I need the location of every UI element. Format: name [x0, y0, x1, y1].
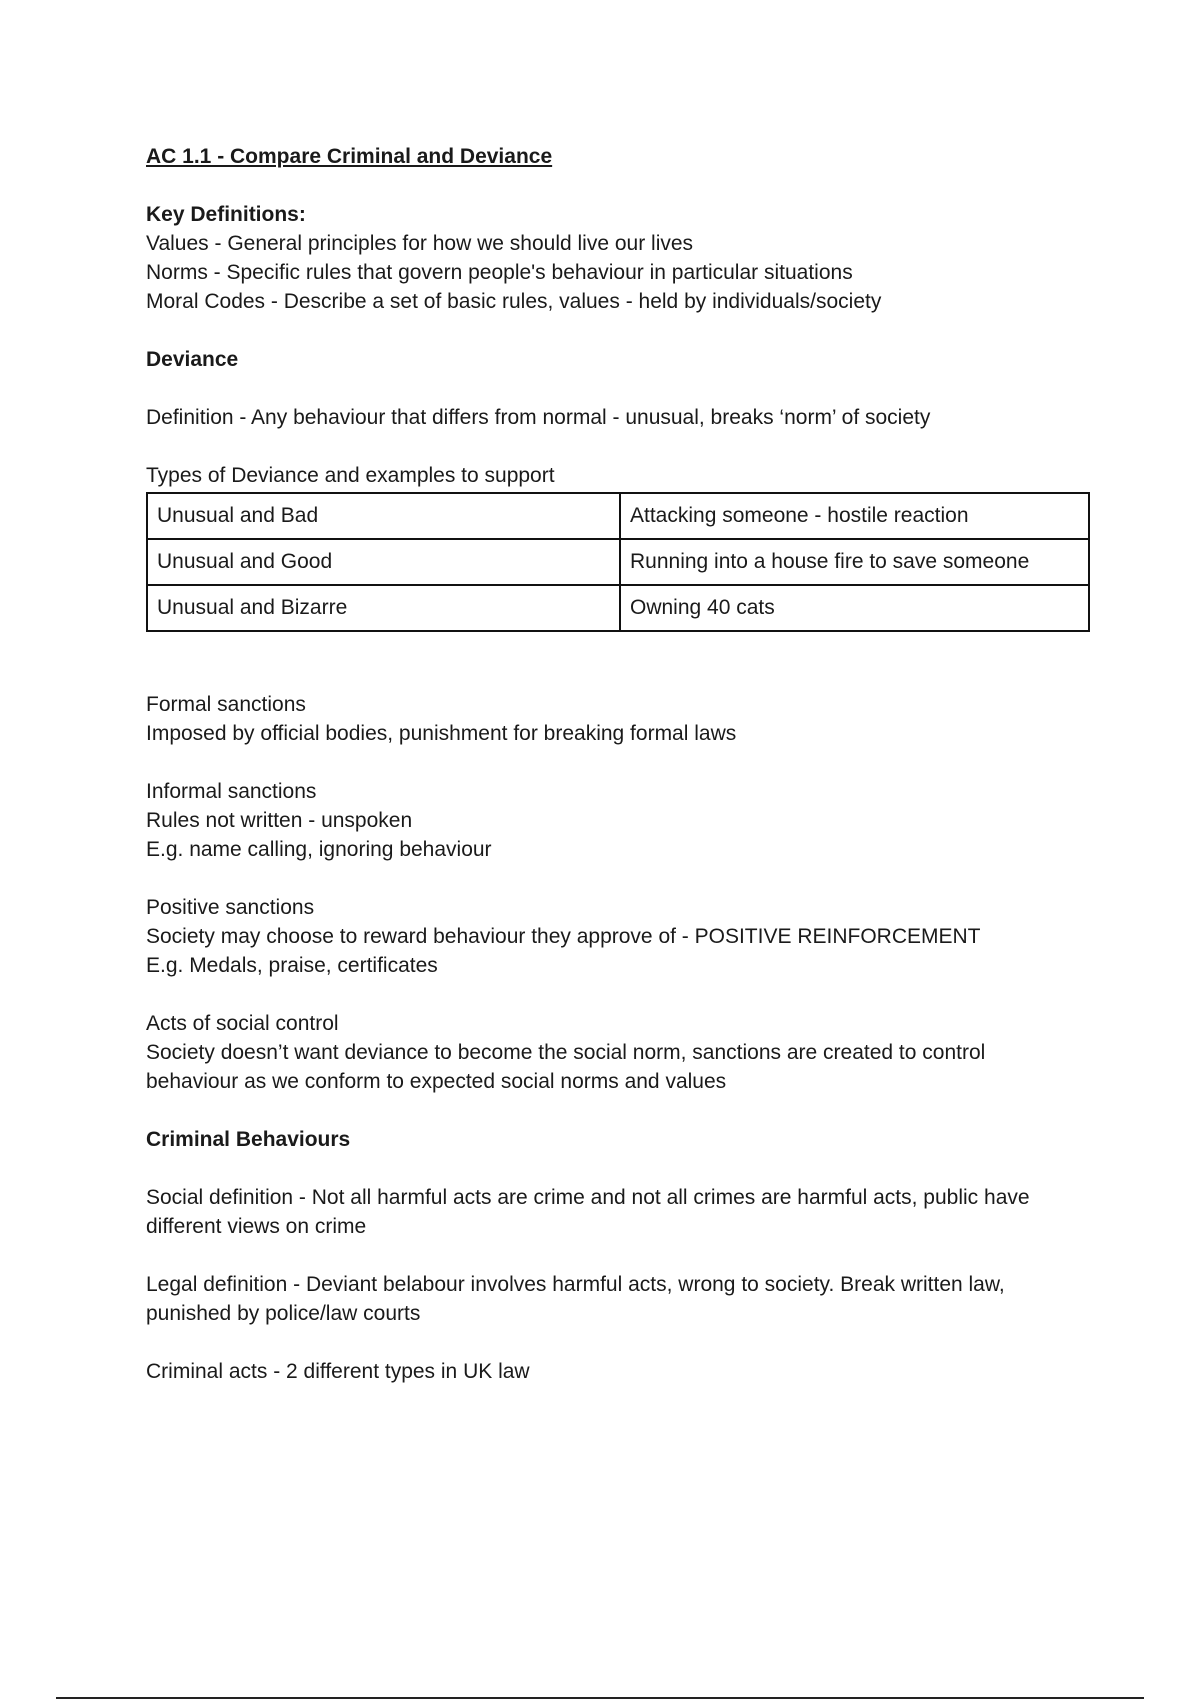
table-cell-example: Attacking someone - hostile reaction — [620, 493, 1089, 539]
deviance-heading: Deviance — [146, 348, 239, 371]
legal-definition-2: punished by police/law courts — [146, 1302, 421, 1325]
footer-divider — [56, 1697, 1144, 1699]
table-cell-type: Unusual and Good — [147, 539, 620, 585]
positive-sanctions-text: Society may choose to reward behaviour they approve of - POSITIVE REINFORCEMENT — [146, 925, 981, 948]
social-definition-2: different views on crime — [146, 1215, 367, 1238]
positive-sanctions-title: Positive sanctions — [146, 896, 315, 919]
key-definitions-heading: Key Definitions: — [146, 203, 306, 226]
social-definition-1: Social definition - Not all harmful acts are crime and not all crimes are harmful acts, public have — [146, 1186, 1030, 1209]
deviance-table-caption: Types of Deviance and examples to support — [146, 464, 555, 487]
table-cell-example: Running into a house fire to save someone — [620, 539, 1089, 585]
informal-sanctions-title: Informal sanctions — [146, 780, 317, 803]
document-page — [146, 142, 1096, 1386]
document-title: AC 1.1 - Compare Criminal and Deviance — [146, 145, 553, 168]
definition-norms: Norms - Specific rules that govern people's behaviour in particular situations — [146, 261, 853, 284]
legal-definition-1: Legal definition - Deviant belabour involves harmful acts, wrong to society. Break written law, — [146, 1273, 1005, 1296]
table-row — [147, 493, 1089, 539]
social-control-text-1: Society doesn’t want deviance to become the social norm, sanctions are created to control — [146, 1041, 986, 1064]
criminal-behaviours-heading: Criminal Behaviours — [146, 1128, 351, 1151]
table-row — [147, 585, 1089, 631]
deviance-types-table — [146, 492, 1090, 632]
table-cell-type: Unusual and Bad — [147, 493, 620, 539]
positive-sanctions-example: E.g. Medals, praise, certificates — [146, 954, 438, 977]
informal-sanctions-example: E.g. name calling, ignoring behaviour — [146, 838, 492, 861]
deviance-definition: Definition - Any behaviour that differs from normal - unusual, breaks ‘norm’ of society — [146, 406, 931, 429]
social-control-text-2: behaviour as we conform to expected social norms and values — [146, 1070, 727, 1093]
social-control-title: Acts of social control — [146, 1012, 339, 1035]
formal-sanctions-title: Formal sanctions — [146, 693, 306, 716]
formal-sanctions-text: Imposed by official bodies, punishment for breaking formal laws — [146, 722, 737, 745]
table-row — [147, 539, 1089, 585]
definition-values: Values - General principles for how we should live our lives — [146, 232, 694, 255]
informal-sanctions-text: Rules not written - unspoken — [146, 809, 413, 832]
definition-moral-codes: Moral Codes - Describe a set of basic rules, values - held by individuals/society — [146, 290, 882, 313]
table-cell-example: Owning 40 cats — [620, 585, 1089, 631]
table-cell-type: Unusual and Bizarre — [147, 585, 620, 631]
criminal-acts-line: Criminal acts - 2 different types in UK law — [146, 1360, 530, 1383]
